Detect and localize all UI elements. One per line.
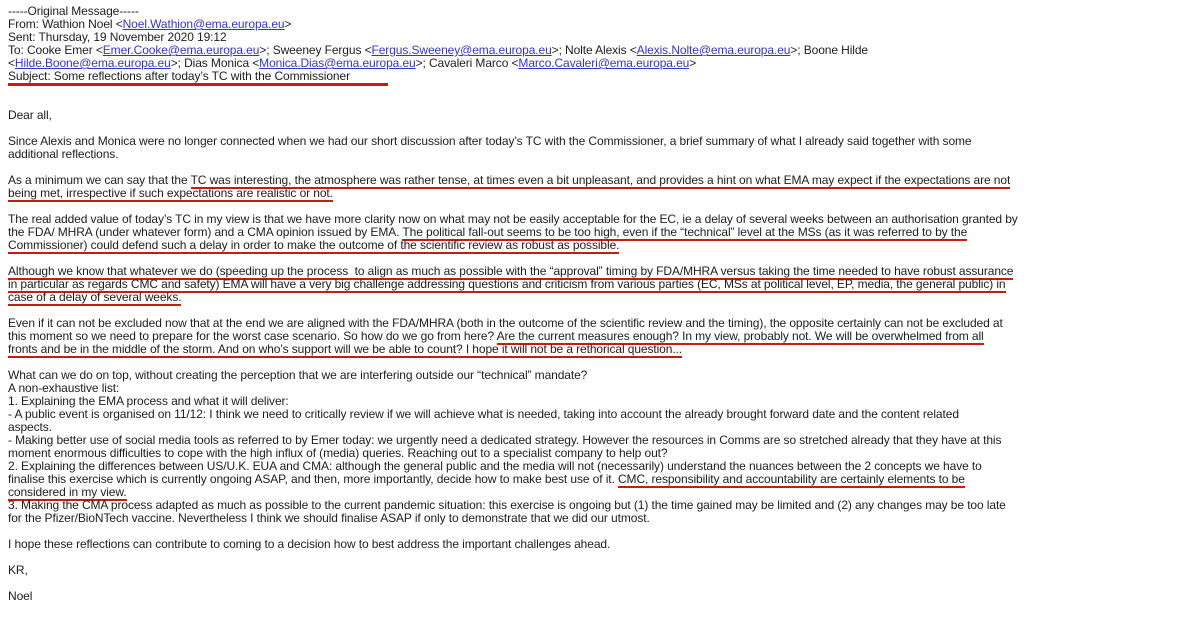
text-segment: 2. Explaining the differences between US/U.K. EUA and CMA: although the general public and the media will not (necessarily) understand the nuances between the 2 concepts we have to — [8, 459, 982, 473]
blank-line — [8, 577, 1192, 590]
text-segment: As a minimum we can say that the — [8, 173, 191, 187]
text-segment: Noel — [8, 589, 33, 603]
text-segment: >; Dias Monica < — [170, 56, 260, 70]
text-segment: Sent: Thursday, 19 November 2020 19:12 — [8, 30, 227, 44]
blank-line — [8, 96, 1192, 109]
text-segment: From: Wathion Noel < — [8, 17, 123, 31]
text-segment: moment enormous difficulties to cope with the high influx of (media) queries. Reaching out to a specialist company to help out? — [8, 446, 668, 460]
text-segment: The real added value of today’s TC in my view is that we have more clarity now on what may not be easily acceptable for the EC, ie a delay of several weeks between an authorisation granted by — [8, 212, 1018, 226]
red-underlined-text: The political fall-out seems to be too high, even if the “technical” level at the MSs (as it was referred to by the — [402, 225, 968, 239]
red-underlined-text: Commissioner) could defend such a delay in order to make the outcome of the scientific review as robust as possible. — [8, 238, 620, 252]
text-segment: for the Pfizer/BioNTech vaccine. Nevertheless I think we should finalise ASAP if only to demonstrate that we did our utmost. — [8, 511, 650, 525]
text-segment: finalise this exercise which is currently ongoing ASAP, and then, more importantly, decide how to make best use of it. — [8, 472, 618, 486]
sign-off-line — [8, 564, 1192, 577]
body-line — [8, 239, 1192, 252]
subject-line — [8, 70, 1192, 83]
text-segment: KR, — [8, 563, 28, 577]
text-segment: >; Sweeney Fergus < — [259, 43, 372, 57]
red-underlined-text: being met, irrespective if such expectations are realistic or not. — [8, 186, 333, 200]
text-segment: Since Alexis and Monica were no longer connected when we had our short discussion after today’s TC with the Commissioner, a brief summary of what I already said together with some — [8, 134, 972, 148]
email-address-link[interactable]: Monica.Dias@ema.europa.eu — [259, 56, 416, 70]
red-underlined-text: TC was interesting, the atmosphere was rather tense, at times even a bit unpleasant, and provides a hint on what EMA may expect if the expectations are not — [190, 173, 1011, 187]
text-segment: >; Boone Hilde — [790, 43, 868, 57]
text-segment: >; Nolte Alexis < — [551, 43, 637, 57]
red-underlined-text: in particular as regards CMC and safety) EMA will have a very big challenge addressing questions and criticism from various parties (EC, MSs at political level, EP, media, the general public) in — [8, 277, 1006, 291]
email-address-link[interactable]: Fergus.Sweeney@ema.europa.eu — [371, 43, 552, 57]
text-segment: What can we do on top, without creating the perception that we are interfering outside our “technical” mandate? — [8, 368, 588, 382]
red-underlined-text: case of a delay of several weeks. — [8, 290, 182, 304]
text-segment: - A public event is organised on 11/12: I think we need to critically review if we will achieve what is needed, taking into account the already brought forward date and the content related — [8, 407, 959, 421]
red-underlined-text: CMC, responsibility and accountability are certainly elements to be — [617, 472, 965, 486]
red-underlined-text: Although we know that whatever we do (speeding up the process to align as much as possible with the “approval” timing by FDA/MHRA versus taking the time needed to have robust assurance — [8, 264, 1014, 278]
email-address-link[interactable]: Noel.Wathion@ema.europa.eu — [122, 17, 285, 31]
body-line — [8, 343, 1192, 356]
red-underlined-text: fronts and be in the middle of the storm. And on who’s support will we be able to count? I hope it will not be a rethorical question... — [8, 342, 683, 356]
text-segment: the FDA/ MHRA (under whatever form) and a CMA opinion issued by EMA. — [8, 225, 403, 239]
body-line — [8, 148, 1192, 161]
red-underlined-text: Subject: Some reflections after today’s TC with the Commissioner — [8, 69, 388, 86]
text-segment: -----Original Message----- — [8, 4, 139, 18]
text-segment: A non-exhaustive list: — [8, 381, 120, 395]
body-line — [8, 408, 1192, 421]
email-address-link[interactable]: Marco.Cavaleri@ema.europa.eu — [518, 56, 690, 70]
text-segment: > — [284, 17, 292, 31]
text-segment: this moment so we need to prepare for the worst case scenario. So how do we go from here? — [8, 329, 497, 343]
text-segment: >; Cavaleri Marco < — [415, 56, 519, 70]
email-address-link[interactable]: Emer.Cooke@ema.europa.eu — [102, 43, 260, 57]
red-underlined-text: Are the current measures enough? In my view, probably not. We will be overwhelmed from all — [496, 329, 984, 343]
body-line — [8, 512, 1192, 525]
signature-line — [8, 590, 1192, 603]
red-underlined-text: considered in my view. — [8, 485, 127, 499]
text-segment: Even if it can not be excluded now that at the end we are aligned with the FDA/MHRA (both in the outcome of the scientific review and the timing), the opposite certainly can not be excluded at — [8, 316, 1003, 330]
text-segment: additional reflections. — [8, 147, 119, 161]
text-segment: > — [689, 56, 697, 70]
text-segment: I hope these reflections can contribute to coming to a decision how to best address the important challenges ahead. — [8, 537, 611, 551]
text-segment: - Making better use of social media tools as referred to by Emer today: we urgently need a dedicated strategy. However the resources in Comms are so stretched already that they have at this — [8, 433, 1002, 447]
blank-line — [8, 551, 1192, 564]
text-segment: < — [8, 56, 15, 70]
body-line — [8, 369, 1192, 382]
body-line — [8, 538, 1192, 551]
salutation-line — [8, 109, 1192, 122]
text-segment: 3. Making the CMA process adapted as much as possible to the current pandemic situation: this exercise is ongoing but (1) the time gained may be limited and (2) any changes may be too late — [8, 498, 1006, 512]
email-address-link[interactable]: Hilde.Boone@ema.europa.eu — [14, 56, 171, 70]
text-segment: aspects. — [8, 420, 52, 434]
text-segment: 1. Explaining the EMA process and what it will deliver: — [8, 394, 289, 408]
email-address-link[interactable]: Alexis.Nolte@ema.europa.eu — [636, 43, 791, 57]
body-line — [8, 135, 1192, 148]
text-segment: To: Cooke Emer < — [8, 43, 103, 57]
body-line — [8, 473, 1192, 486]
body-line — [8, 278, 1192, 291]
text-segment: Dear all, — [8, 108, 52, 122]
